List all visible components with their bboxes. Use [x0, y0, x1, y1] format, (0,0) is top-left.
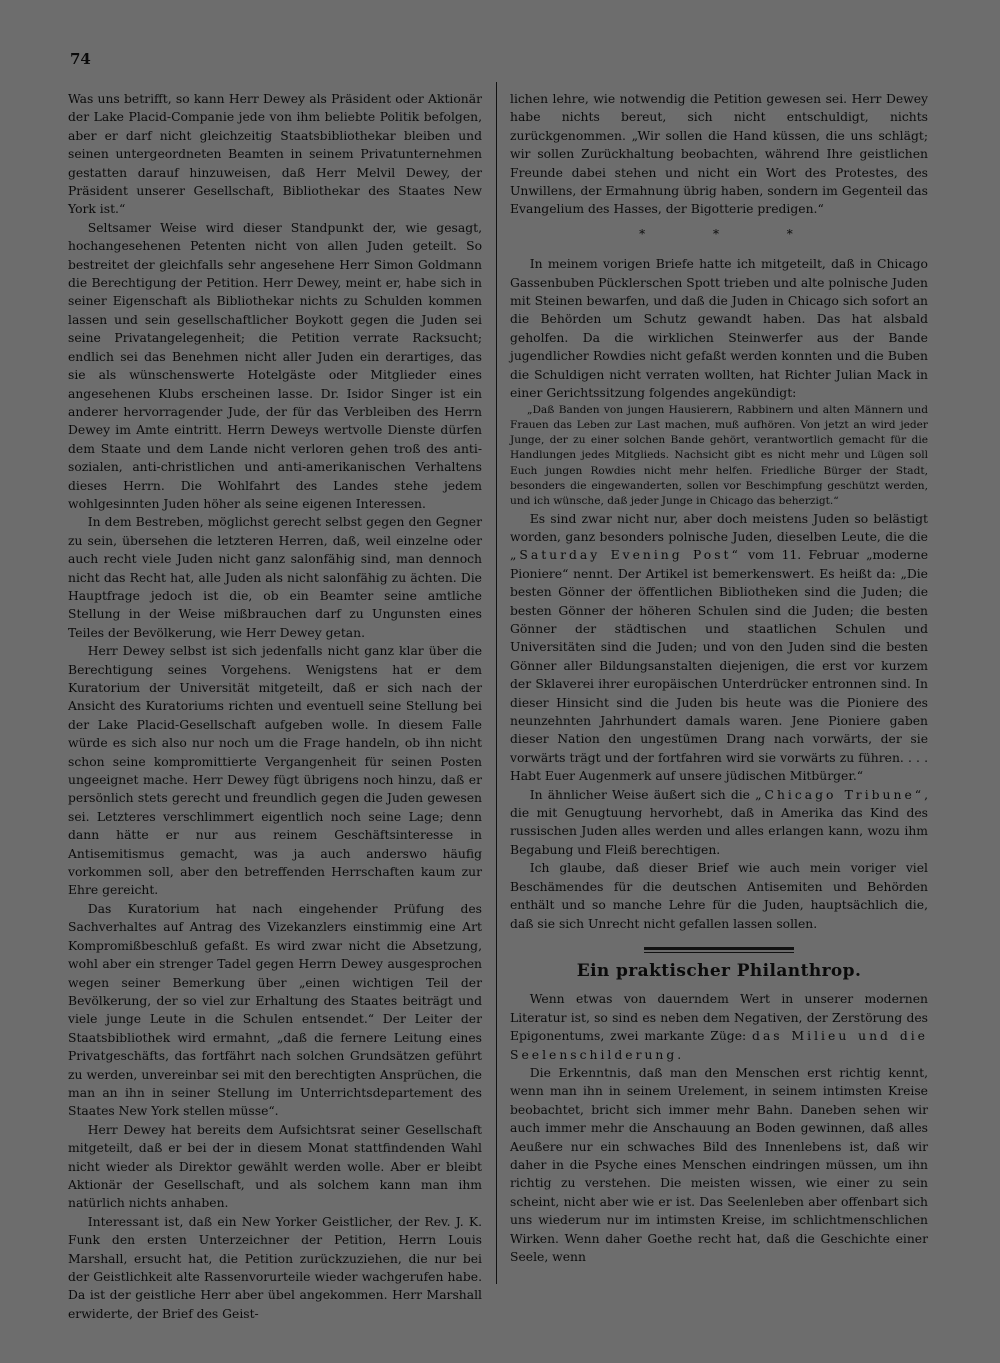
text-run: In ähnlicher Weise äußert sich die: [529, 787, 750, 802]
article-heading: Ein praktischer Philanthrop.: [576, 960, 862, 981]
publication-name: „Saturday Evening Post“: [510, 548, 741, 563]
block-quote: „Daß Banden von jungen Hausierern, Rabbinern und alten Männern und Frauen das Leben zur Last machen, muß aufhören. Von jetzt an wird jeder Junge, der zu einer solchen Bande gehört, verantwortlich gemacht für die Handlungen jedes Mitglieds. Nachsicht gibt es nicht mehr und Lügen soll Euch jungen Rowdies nicht mehr helfen. Friedliche Bürger der Stadt, besonders die eingewanderten, sollen vor Beschimpfung geschützt werden, und ich wünsche, daß jeder Junge in Chicago das beherzigt.“: [510, 403, 928, 508]
paragraph: [510, 990, 928, 1064]
section-separator: [644, 947, 794, 950]
paragraph: Herr Dewey selbst ist sich jedenfalls nicht ganz klar über die Berechtigung seines Vorgehens. Wenigstens hat er dem Kuratorium der Universität mitgeteilt, daß er sich nach der Ansicht des Kuratoriums richten und eventuell seine Stellung bei der Lake Placid-Gesellschaft aufgeben wolle. In diesem Falle würde es sich also nur noch um die Frage handeln, ob ihn nicht schon seine kompromittierte Vergangenheit für seinen Posten ungeeignet mache. Herr Dewey fügt übrigens noch hinzu, daß er persönlich stets gerecht und freundlich gegen die Juden gewesen sei. Letzteres verschlimmert eigentlich noch seine Lage; denn dann hätte er nur aus reinem Geschäftsinteresse in Antisemitismus gemacht, was ja auch anderswo häufig vorkommen soll, aber den betreffenden Herrschaften kaum zur Ehre gereicht.: [68, 644, 482, 898]
paragraph: Seltsamer Weise wird dieser Standpunkt der, wie gesagt, hochangesehenen Petenten nicht von allen Juden geteilt. So bestreitet der gleichfalls sehr angesehene Herr Simon Goldmann die Berechtigung der Petition. Herr Dewey, meint er, habe sich in seiner Eigenschaft als Bibliothekar nichts zu Schulden kommen lassen und sein gesellschaftlicher Boykott gegen die Juden sei seine Privatangelegenheit; die Petition verrate Racksucht; endlich sei das Benehmen nicht aller Juden ein derartiges, das sie als wünschenswerte Hotelgäste oder Mitglieder eines angesehenen Klubs erscheinen lasse. Dr. Isidor Singer ist ein anderer hervorragender Jude, der für das Verbleiben des Herrn Dewey im Amte eintritt. Herrn Deweys wertvolle Dienste dürfen dem Staate und dem Lande nicht verloren gehen troß des anti-sozialen, anti-christlichen und anti-amerikanischen Verhaltens dieses Herrn. Die Wohlfahrt des Landes stehe jedem wohlgesinnten Juden höher als seine eigenen Interessen.: [68, 220, 482, 511]
paragraph: Herr Dewey hat bereits dem Aufsichtsrat seiner Gesellschaft mitgeteilt, daß er bei der in diesem Monat stattfindenden Wahl nicht wieder als Direktor gewählt werden wolle. Aber er bleibt Aktionär der Gesellschaft, und als solchem kann man ihm natürlich nichts anhaben.: [68, 1122, 482, 1211]
column-divider: [496, 82, 497, 1284]
paragraph: Interessant ist, daß ein New Yorker Geistlicher, der Rev. J. K. Funk den ersten Unterzeichner der Petition, Herrn Louis Marshall, ersucht hat, die Petition zurückzuziehen, die nur bei der Geistlichkeit alte Rassenvorurteile wieder wachgerufen habe. Da ist der geistliche Herr aber übel angekommen. Herr Marshall erwiderte, der Brief des Geist-: [68, 1214, 482, 1321]
section-break-stars: * * *: [639, 226, 799, 241]
paragraph: Ich glaube, daß dieser Brief wie auch mein voriger viel Beschämendes für die deutschen Antisemiten und Behörden enthält und so manche Lehre für die Juden, hauptsächlich die, daß sie sich Unrecht nicht gefallen lassen sollen.: [510, 861, 928, 931]
text-run: Wenn etwas von dauerndem Wert in unserer modernen Literatur ist, so sind es neben dem Negativen, der Zerstörung des Epigonentums, zwei markante Züge:: [510, 992, 928, 1044]
paragraph: Was uns betrifft, so kann Herr Dewey als Präsident oder Aktionär der Lake Placid-Companie jede von ihm beliebte Politik befolgen, aber er darf nicht gleichzeitig Staatsbibliothekar bleiben und seinen untergeordneten Beamten in seinem Privatunternehmen gestatten darauf hinzuweisen, daß Herr Melvil Dewey, der Präsident unserer Gesellschaft, Bibliothekar des Staates New York ist.“: [68, 92, 482, 217]
paragraph: Die Erkenntnis, daß man den Menschen erst richtig kennt, wenn man ihn in seinem Urelement, in seinem intimsten Kreise beobachtet, bricht sich immer mehr Bahn. Daneben sehen wir auch immer mehr die Anschauung an Boden gewinnen, daß alles Aeußere nur ein schwaches Bild des Innenlebens ist, daß wir daher in die Psyche eines Menschen eindringen müssen, um ihn richtig zu verstehen. Die meisten wissen, wie einer zu sein scheint, nicht aber wie er ist. Das Seelenleben aber offenbart sich uns wiederum nur im intimsten Kreise, im schlichtmenschlichen Wirken. Wenn daher Goethe recht hat, daß die Geschichte einer Seele, wenn: [510, 1065, 928, 1265]
paragraph: [510, 786, 928, 860]
text-run: , die mit Genugtuung hervorhebt, daß in Amerika das Kind des russischen Juden alles werden und alles erlangen kann, wozu ihm Begabung und Fleiß berechtigen.: [510, 787, 929, 857]
page-number: 74: [70, 50, 91, 68]
paragraph: In dem Bestreben, möglichst gerecht selbst gegen den Gegner zu sein, übersehen die letzteren Herren, daß, weil einzelne oder auch recht viele Juden nicht ganz salonfähig sind, man dennoch nicht das Recht hat, alle Juden als nicht salonfähig zu ächten. Die Hauptfrage jedoch ist die, ob ein Beamter seine amtliche Stellung in der Weise mißbrauchen darf zu Ungunsten eines Teiles der Bevölkerung, wie Herr Dewey getan.: [68, 515, 482, 640]
emphasized-phrase: das Milieu und die Seelenschilderung.: [510, 1029, 928, 1062]
text-run: vom 11. Februar „moderne Pioniere“ nennt. Der Artikel ist bemerkenswert. Es heißt da: „Die besten Gönner der öffentlichen Bibliotheken sind die Juden; die besten Gönner der höheren Schulen sind die Juden; die besten Gönner der städtischen und staatlichen Schulen und Universitäten sind die Juden; und von den Juden sind die besten Gönner aller Bildungsanstalten diejenigen, die erst vor kurzem der Sklaverei ihrer europäischen Unterdrücker entronnen sind. In dieser Hinsicht sind die Juden bis heute was die Pioniere des neunzehnten Jahrhundert damals waren. Jene Pioniere gaben dieser Nation den ungestümen Drang nach vorwärts, der sie vorwärts trägt und der fortfahren wird sie vorwärts zu führen. . . . Habt Euer Augenmerk auf unsere jüdischen Mitbürger.“: [510, 548, 928, 784]
right-column: [510, 90, 928, 1266]
left-column: [68, 90, 482, 1323]
paragraph-continuation: lichen lehre, wie notwendig die Petition gewesen sei. Herr Dewey habe nichts bereut, sich nicht entschuldigt, nichts zurückgenommen. „Wir sollen die Hand küssen, die uns schlägt; wir sollen Zurückhaltung beobachten, während Ihre geistlichen Freunde dabei stehen und nicht ein Wort des Protestes, des Unwillens, der Ermahnung übrig haben, sondern im Gegenteil das Evangelium des Hasses, der Bigotterie predigen.“: [510, 92, 928, 217]
publication-name: „Chicago Tribune“: [755, 787, 925, 802]
paragraph: In meinem vorigen Briefe hatte ich mitgeteilt, daß in Chicago Gassenbuben Pücklerschen Spott trieben und alte polnische Juden mit Steinen bewarfen, und daß die Juden in Chicago sich sofort an die Behörden um Schutz gewandt haben. Das hat alsbald geholfen. Da die wirklichen Steinwerfer aus der Bande jugendlicher Rowdies nicht gefaßt werden konnten und die Buben die Schuldigen nicht verraten wollten, hat Richter Julian Mack in einer Gerichtssitzung folgendes angekündigt:: [510, 257, 928, 401]
paragraph: [510, 510, 928, 786]
paragraph: Das Kuratorium hat nach eingehender Prüfung des Sachverhaltes auf Antrag des Vizekanzlers einstimmig eine Art Kompromißbeschluß gefaßt. Es wird zwar nicht die Absetzung, wohl aber ein strenger Tadel gegen Herrn Dewey ausgesprochen wegen seiner Bemerkung über „einen wichtigen Teil der Bevölkerung, der so viel zur Erhaltung des Staates beiträgt und viele junge Leute in die Schulen entsendet.“ Der Leiter der Staatsbibliothek wird ermahnt, „daß die fernere Leitung eines Privatgeschäfts, das fortfährt nach solchen Grundsätzen geführt zu werden, unvereinbar sei mit den berechtigten Ansprüchen, die man an ihn in seiner Stellung im Unterrichtsdepartement des Staates New York stellen müsse“.: [68, 901, 482, 1119]
text-run: Es sind zwar nicht nur, aber doch meistens Juden so belästigt worden, ganz besonders polnische Juden, dieselben Leute, die die: [510, 511, 928, 544]
